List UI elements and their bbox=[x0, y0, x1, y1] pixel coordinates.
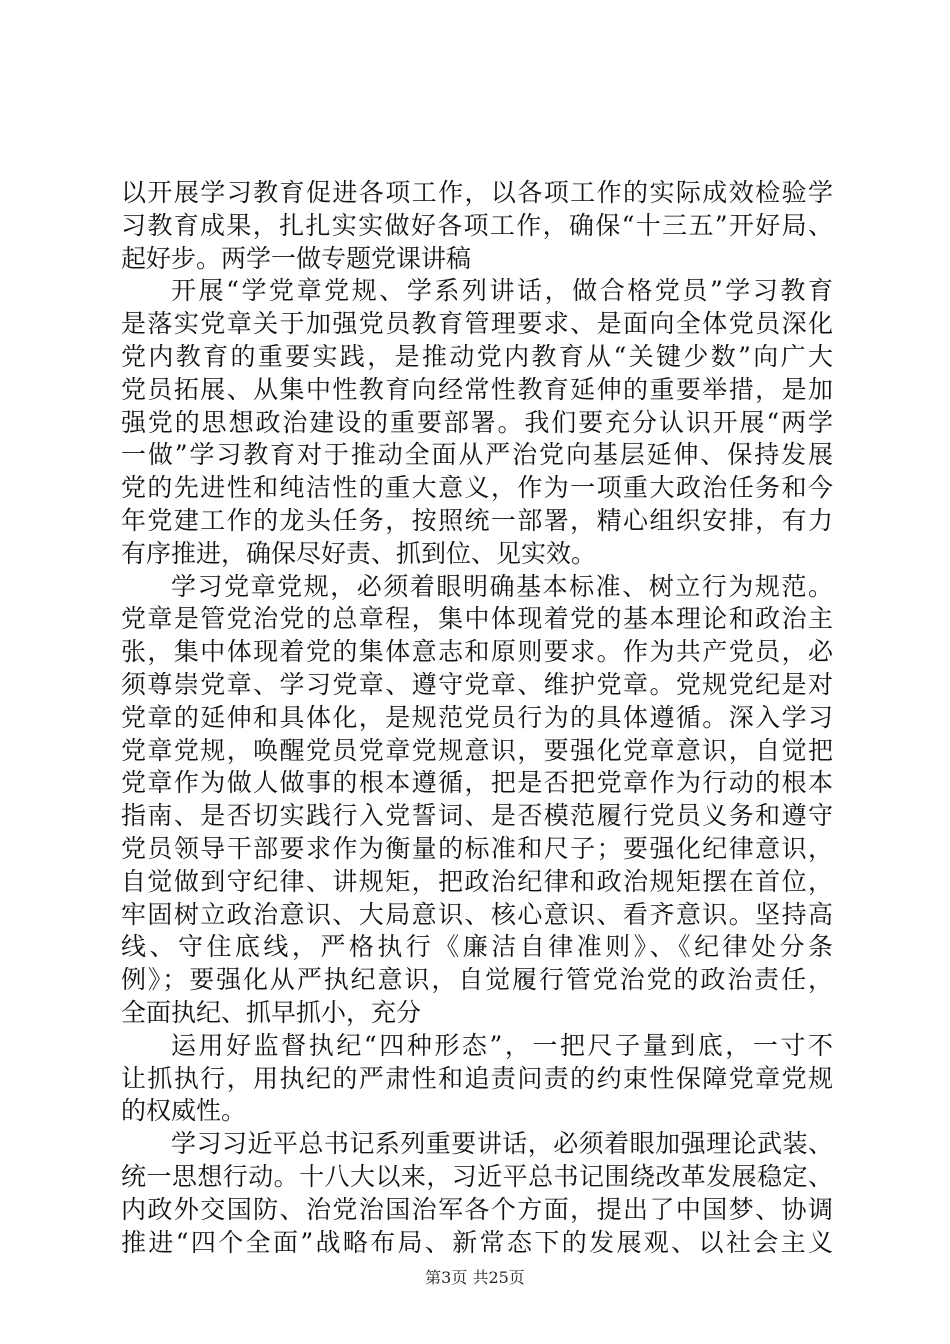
text-line: 党内教育的重要实践，是推动党内教育从“关键少数”向广大 bbox=[121, 341, 833, 371]
text-line: 让抓执行，用执纪的严肃性和追责问责的约束性保障党章党规 bbox=[121, 1063, 833, 1093]
paragraph-1 bbox=[121, 177, 833, 275]
text-line: 有序推进，确保尽好责、抓到位、见实效。 bbox=[121, 538, 597, 568]
text-line: 以开展学习教育促进各项工作，以各项工作的实际成效检验学 bbox=[121, 178, 833, 207]
text-line: 运用好监督执纪“四种形态”，一把尺子量到底，一寸不 bbox=[171, 1030, 833, 1060]
text-line: 全面执纪、抓早抓小，充分 bbox=[121, 997, 422, 1027]
text-line: 党章的延伸和具体化，是规范党员行为的具体遵循。深入学习 bbox=[121, 702, 833, 732]
paragraph-5 bbox=[121, 1128, 833, 1259]
text-line: 的权威性。 bbox=[121, 1096, 247, 1126]
text-line: 党员领导干部要求作为衡量的标准和尺子；要强化纪律意识， bbox=[121, 833, 833, 863]
text-line: 党章党规，唤醒党员党章党规意识，要强化党章意识，自觉把 bbox=[121, 735, 833, 765]
text-line: 指南、是否切实践行入党誓词、是否模范履行党员义务和遵守 bbox=[121, 801, 833, 831]
paragraph-2 bbox=[121, 275, 833, 570]
text-line: 党的先进性和纯洁性的重大意义，作为一项重大政治任务和今 bbox=[121, 473, 833, 503]
text-line: 党章是管党治党的总章程，集中体现着党的基本理论和政治主 bbox=[121, 604, 833, 634]
page-number-footer: 第3页 共25页 bbox=[425, 1268, 525, 1287]
text-line: 推进“四个全面”战略布局、新常态下的发展观、以社会主义 bbox=[121, 1227, 833, 1257]
text-line: 强党的思想政治建设的重要部署。我们要充分认识开展“两学 bbox=[121, 407, 833, 437]
text-line: 例》；要强化从严执纪意识，自觉履行管党治党的政治责任， bbox=[121, 965, 833, 995]
text-line: 内政外交国防、治党治国治军各个方面，提出了中国梦、协调 bbox=[121, 1194, 833, 1224]
paragraph-3 bbox=[121, 571, 833, 1030]
text-line: 牢固树立政治意识、大局意识、核心意识、看齐意识。坚持高 bbox=[121, 899, 833, 929]
text-line: 党章作为做人做事的根本遵循，把是否把党章作为行动的根本 bbox=[121, 768, 833, 798]
text-line: 学习习近平总书记系列重要讲话，必须着眼加强理论武装、 bbox=[171, 1129, 833, 1159]
text-line: 线、守住底线，严格执行《廉洁自律准则》、《纪律处分条 bbox=[121, 932, 833, 962]
text-line: 起好步。两学一做专题党课讲稿 bbox=[121, 243, 472, 273]
text-line: 是落实党章关于加强党员教育管理要求、是面向全体党员深化 bbox=[121, 309, 833, 339]
text-line: 一做”学习教育对于推动全面从严治党向基层延伸、保持发展 bbox=[121, 440, 833, 470]
text-line: 开展“学党章党规、学系列讲话，做合格党员”学习教育 bbox=[171, 276, 833, 306]
text-line: 须尊崇党章、学习党章、遵守党章、维护党章。党规党纪是对 bbox=[121, 669, 833, 699]
paragraph-4 bbox=[121, 1030, 833, 1128]
text-line: 张，集中体现着党的集体意志和原则要求。作为共产党员，必 bbox=[121, 637, 833, 667]
text-line: 年党建工作的龙头任务，按照统一部署，精心组织安排，有力 bbox=[121, 505, 833, 535]
text-line: 学习党章党规，必须着眼明确基本标准、树立行为规范。 bbox=[171, 571, 833, 601]
text-line: 党员拓展、从集中性教育向经常性教育延伸的重要举措，是加 bbox=[121, 374, 833, 404]
text-line: 习教育成果，扎扎实实做好各项工作，确保“十三五”开好局、 bbox=[121, 210, 833, 240]
text-line: 统一思想行动。十八大以来，习近平总书记围绕改革发展稳定、 bbox=[121, 1161, 833, 1191]
text-line: 自觉做到守纪律、讲规矩，把政治纪律和政治规矩摆在首位， bbox=[121, 866, 833, 896]
body-text bbox=[121, 177, 833, 1259]
